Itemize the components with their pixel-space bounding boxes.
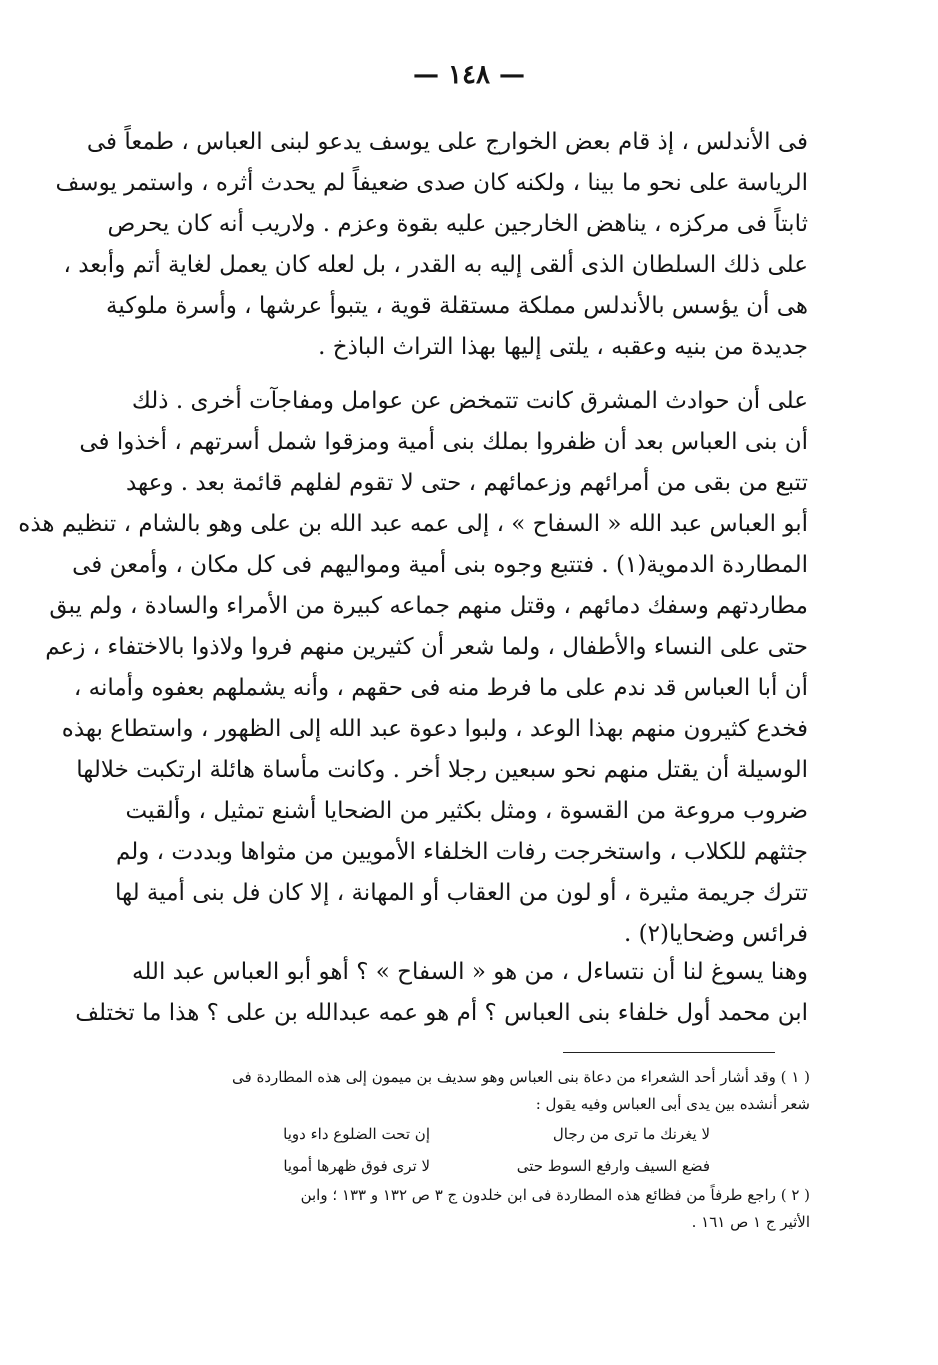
- verse-first-hemistich: لا يغرنك ما ترى من رجال: [552, 1125, 710, 1143]
- footnote-1-line: شعر أنشده بين يدى أبى العباس وفيه يقول :: [535, 1095, 810, 1113]
- text-line: ثابتاً فى مركزه ، يناهض الخارجين عليه بقوة وعزم . ولاريب أنه كان يحرص: [107, 211, 808, 237]
- verse-first-hemistich: فضع السيف وارفع السوط حتى: [516, 1157, 710, 1175]
- footnote-divider: [563, 1052, 775, 1053]
- text-line: جديدة من بنيه وعقبه ، يلتى إليها بهذا التراث الباذخ .: [318, 334, 808, 360]
- verse-second-hemistich: لا ترى فوق ظهرها أمويا: [283, 1157, 430, 1175]
- paragraph-2: [18, 381, 808, 955]
- text-line: الرياسة على نحو ما بينا ، ولكنه كان صدى ضعيفاً لم يحدث أثره ، واستمر يوسف: [55, 170, 808, 196]
- verse-line: [100, 1118, 810, 1150]
- footnote-2-line: الأثير ج ١ ص ١٦١ .: [691, 1213, 810, 1231]
- text-line: ضروب مروعة من القسوة ، ومثل بكثير من الضحايا أشنع تمثيل ، وألقيت: [125, 798, 808, 824]
- footnotes: [100, 1064, 810, 1236]
- text-line: على أن حوادث المشرق كانت تتمخض عن عوامل ومفاجآت أخرى . ذلك: [131, 388, 808, 414]
- text-line: هى أن يؤسس بالأندلس مملكة مستقلة قوية ، يتبوأ عرشها ، وأسرة ملوكية: [106, 293, 808, 319]
- footnote-1-line: ( ١ ) وقد أشار أحد الشعراء من دعاة بنى العباس وهو سديف بن ميمون إلى هذه المطاردة فى: [232, 1068, 810, 1086]
- page-number: — ١٤٨ —: [412, 60, 526, 90]
- paragraph-3: [75, 952, 808, 1034]
- text-line: ابن محمد أول خلفاء بنى العباس ؟ أم هو عمه عبدالله بن على ؟ هذا ما تختلف: [75, 1000, 808, 1026]
- text-line: تترك جريمة مثيرة ، أو لون من العقاب أو المهانة ، إلا كان فل بنى أمية لها: [115, 880, 808, 906]
- text-line: المطاردة الدموية(١) . فتتبع وجوه بنى أمية ومواليهم فى كل مكان ، وأمعن فى: [72, 552, 808, 578]
- text-line: فخدع كثيرون منهم بهذا الوعد ، ولبوا دعوة عبد الله إلى الظهور ، واستطاع بهذه: [61, 716, 808, 742]
- text-line: تتبع من بقى من أمرائهم وزعمائهم ، حتى لا تقوم لفلهم قائمة بعد . وعهد: [125, 470, 808, 496]
- text-line: فى الأندلس ، إذ قام بعض الخوارج على يوسف يدعو لبنى العباس ، طمعاً فى: [86, 129, 808, 155]
- text-line: فرائس وضحايا(٢) .: [624, 921, 808, 947]
- text-line: الوسيلة أن يقتل منهم نحو سبعين رجلا أخر . وكانت مأساة هائلة ارتكبت خلالها: [76, 757, 808, 783]
- verse-line: [100, 1150, 810, 1182]
- text-line: على ذلك السلطان الذى ألقى إليه به القدر ، بل لعله كان يعمل لغاية أتم وأبعد ،: [63, 252, 808, 278]
- footnote-2-line: ( ٢ ) راجع طرفاً من فظائع هذه المطاردة فى ابن خلدون ج ٣ ص ١٣٢ و ١٣٣ ؛ وابن: [300, 1186, 810, 1204]
- text-line: أن بنى العباس بعد أن ظفروا بملك بنى أمية ومزقوا شمل أسرتهم ، أخذوا فى: [79, 429, 808, 455]
- verse-second-hemistich: إن تحت الضلوع داء دويا: [283, 1125, 430, 1143]
- text-line: مطاردتهم وسفك دمائهم ، وقتل منهم جماعه كبيرة من الأمراء والسادة ، ولم يبق: [49, 593, 808, 619]
- text-line: حتى على النساء والأطفال ، ولما شعر أن كثيرين منهم فروا ولاذوا بالاختفاء ، زعم: [45, 634, 808, 660]
- text-line: أبو العباس عبد الله « السفاح » ، إلى عمه عبد الله بن على وهو بالشام ، تنظيم هذه: [18, 511, 808, 537]
- text-line: جثثهم للكلاب ، واستخرجت رفات الخلفاء الأمويين من مثواها وبددت ، ولم: [115, 839, 808, 865]
- text-line: وهنا يسوغ لنا أن نتساءل ، من هو « السفاح » ؟ أهو أبو العباس عبد الله: [131, 959, 808, 985]
- text-line: أن أبا العباس قد ندم على ما فرط منه فى حقهم ، وأنه يشملهم بعفوه وأمانه ،: [73, 675, 808, 701]
- paragraph-1: [55, 122, 808, 368]
